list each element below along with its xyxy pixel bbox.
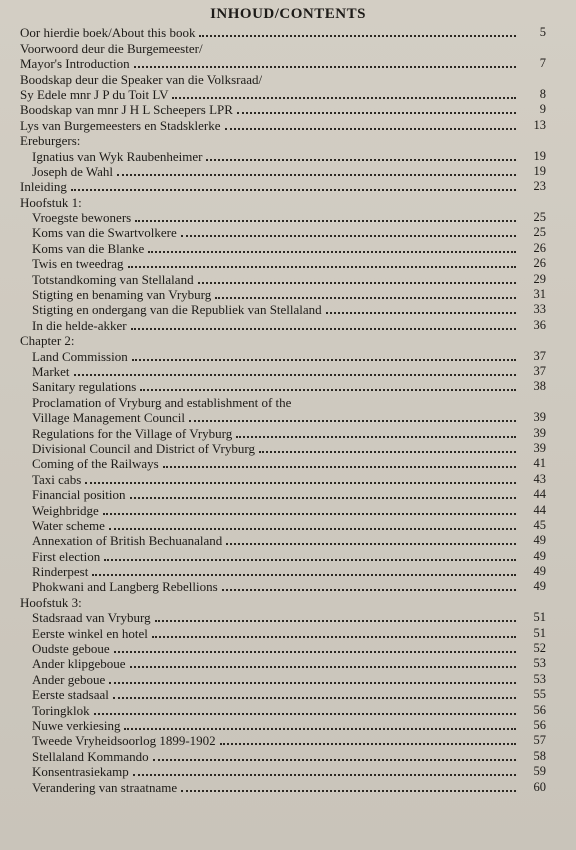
dot-leader (135, 219, 516, 222)
toc-entry-page: 60 (533, 779, 546, 794)
table-of-contents (20, 25, 546, 795)
dot-leader (124, 727, 516, 730)
toc-entry-label: Water scheme (32, 517, 105, 533)
toc-entry-page: 51 (533, 625, 546, 640)
toc-entry-label: Weighbridge (32, 502, 99, 518)
dot-leader (140, 388, 516, 391)
toc-entry (20, 518, 546, 533)
toc-entry (20, 764, 546, 779)
toc-entry-page: 37 (533, 363, 546, 378)
toc-entry-page: 26 (533, 240, 546, 255)
toc-section-heading (20, 133, 546, 148)
toc-entry-label: Twis en tweedrag (32, 256, 124, 272)
dot-leader (85, 481, 516, 484)
toc-entry (20, 148, 546, 163)
toc-entry-page: 8 (539, 86, 546, 101)
toc-entry (20, 441, 546, 456)
toc-entry-page: 58 (533, 748, 546, 763)
toc-entry (20, 271, 546, 286)
toc-entry-page: 49 (533, 533, 546, 548)
toc-entry (20, 656, 546, 671)
toc-entry-page: 26 (533, 256, 546, 271)
toc-entry-label: In die helde-akker (32, 317, 127, 333)
toc-entry-page: 13 (533, 117, 546, 132)
toc-entry-page: 36 (533, 317, 546, 332)
dot-leader (109, 527, 516, 530)
dot-leader (134, 65, 516, 68)
toc-entry-label: Eerste winkel en hotel (32, 625, 148, 641)
toc-entry-label: Annexation of British Bechuanaland (32, 533, 223, 549)
toc-entry-label: Coming of the Railways (32, 456, 159, 472)
dot-leader (74, 373, 516, 376)
toc-entry-page: 49 (533, 548, 546, 563)
toc-entry (20, 179, 546, 194)
toc-entry-page: 38 (533, 379, 546, 394)
toc-entry (20, 671, 546, 686)
toc-entry (20, 564, 546, 579)
toc-entry-page: 43 (533, 471, 546, 486)
toc-entry-label: Divisional Council and District of Vryburg (32, 440, 255, 456)
toc-entry-label: Voorwoord deur die Burgemeester/ (20, 40, 203, 56)
toc-entry-page: 57 (533, 733, 546, 748)
toc-entry-page: 7 (539, 56, 546, 71)
dot-leader (155, 619, 516, 622)
toc-entry-label: Ander geboue (32, 671, 106, 687)
toc-entry-label: Boodskap deur die Speaker van die Volksraad/ (20, 71, 263, 87)
dot-leader (130, 496, 516, 499)
toc-entry (20, 40, 546, 55)
toc-entry-page: 39 (533, 425, 546, 440)
toc-entry (20, 225, 546, 240)
toc-entry-label: Sanitary regulations (32, 379, 137, 395)
toc-entry-label: Inleiding (20, 179, 67, 195)
toc-entry (20, 502, 546, 517)
toc-entry-label: Nuwe verkiesing (32, 717, 121, 733)
toc-entry (20, 533, 546, 548)
toc-entry (20, 548, 546, 563)
toc-section-heading (20, 333, 546, 348)
dot-leader (172, 96, 516, 99)
dot-leader (92, 573, 516, 576)
toc-entry-label: Financial position (32, 487, 126, 503)
toc-entry-label: Konsentrasiekamp (32, 764, 129, 780)
toc-entry-label: Ereburgers: (20, 133, 81, 149)
toc-entry-page: 51 (533, 610, 546, 625)
toc-entry-page: 33 (533, 302, 546, 317)
toc-entry-page: 39 (533, 410, 546, 425)
dot-leader (226, 542, 516, 545)
toc-entry-page: 37 (533, 348, 546, 363)
toc-entry (20, 702, 546, 717)
toc-entry-page: 44 (533, 502, 546, 517)
toc-section-heading (20, 594, 546, 609)
toc-entry (20, 348, 546, 363)
toc-entry-label: First election (32, 548, 101, 564)
toc-entry (20, 240, 546, 255)
toc-entry (20, 164, 546, 179)
toc-entry-label: Vroegste bewoners (32, 210, 132, 226)
toc-entry-label: Oudste geboue (32, 641, 110, 657)
toc-entry (20, 733, 546, 748)
toc-entry (20, 625, 546, 640)
dot-leader (225, 127, 517, 130)
toc-entry-label: Rinderpest (32, 564, 89, 580)
toc-entry-label: Ignatius van Wyk Raubenheimer (32, 148, 203, 164)
dot-leader (71, 188, 516, 191)
toc-entry-page: 53 (533, 656, 546, 671)
toc-entry-label: Toringklok (32, 702, 90, 718)
toc-entry-page: 52 (533, 641, 546, 656)
toc-entry-page: 44 (533, 487, 546, 502)
dot-leader (130, 665, 516, 668)
toc-entry-page: 19 (533, 148, 546, 163)
dot-leader (128, 265, 516, 268)
dot-leader (198, 281, 516, 284)
toc-entry-page: 56 (533, 702, 546, 717)
toc-entry-label: Ander klipgeboue (32, 656, 126, 672)
toc-entry-label: Regulations for the Village of Vryburg (32, 425, 233, 441)
toc-entry-label: Totstandkoming van Stellaland (32, 271, 194, 287)
dot-leader (133, 773, 516, 776)
toc-entry (20, 317, 546, 332)
toc-entry-label: Stadsraad van Vryburg (32, 610, 151, 626)
toc-entry (20, 394, 546, 409)
toc-entry-page: 41 (533, 456, 546, 471)
toc-entry-page: 19 (533, 163, 546, 178)
toc-entry (20, 487, 546, 502)
toc-entry-label: Mayor's Introduction (20, 56, 130, 72)
toc-entry (20, 425, 546, 440)
toc-entry-label: Chapter 2: (20, 333, 75, 349)
toc-entry-page: 5 (539, 25, 546, 40)
toc-entry (20, 379, 546, 394)
toc-entry-page: 9 (539, 102, 546, 117)
dot-leader (103, 512, 516, 515)
toc-entry-page: 31 (533, 287, 546, 302)
dot-leader (181, 789, 516, 792)
toc-entry-label: Koms van die Swartvolkere (32, 225, 177, 241)
toc-entry-label: Joseph de Wahl (32, 163, 114, 179)
toc-entry-page: 25 (533, 210, 546, 225)
toc-entry-label: Stellaland Kommando (32, 748, 149, 764)
toc-entry-label: Oor hierdie boek/About this book (20, 25, 196, 41)
toc-entry-page: 29 (533, 271, 546, 286)
toc-entry (20, 364, 546, 379)
dot-leader (153, 758, 516, 761)
toc-entry-label: Hoofstuk 1: (20, 194, 82, 210)
dot-leader (326, 311, 516, 314)
toc-entry-page: 56 (533, 717, 546, 732)
toc-entry (20, 718, 546, 733)
dot-leader (163, 465, 516, 468)
toc-entry-page: 49 (533, 564, 546, 579)
toc-entry-label: Proclamation of Vryburg and establishment of the (32, 394, 292, 410)
dot-leader (220, 742, 516, 745)
dot-leader (222, 588, 516, 591)
toc-entry-label: Stigting en benaming van Vryburg (32, 287, 212, 303)
toc-entry-label: Lys van Burgemeesters en Stadsklerke (20, 117, 221, 133)
dot-leader (117, 173, 516, 176)
toc-entry-label: Tweede Vryheidsoorlog 1899-1902 (32, 733, 216, 749)
toc-entry-label: Market (32, 363, 70, 379)
toc-entry-label: Boodskap van mnr J H L Scheepers LPR (20, 102, 233, 118)
toc-entry-label: Village Management Council (32, 410, 186, 426)
toc-entry (20, 610, 546, 625)
dot-leader (132, 358, 516, 361)
dot-leader (199, 34, 516, 37)
dot-leader (181, 234, 516, 237)
toc-entry (20, 71, 546, 86)
dot-leader (104, 558, 516, 561)
toc-entry (20, 687, 546, 702)
dot-leader (114, 650, 516, 653)
toc-entry (20, 256, 546, 271)
toc-entry-label: Phokwani and Langberg Rebellions (32, 579, 218, 595)
toc-entry (20, 410, 546, 425)
toc-entry (20, 117, 546, 132)
toc-entry (20, 748, 546, 763)
toc-entry-label: Verandering van straatname (32, 779, 178, 795)
toc-entry (20, 102, 546, 117)
toc-entry-page: 55 (533, 687, 546, 702)
page-title: INHOUD/CONTENTS (210, 6, 366, 22)
toc-entry (20, 302, 546, 317)
toc-entry-page: 23 (533, 179, 546, 194)
dot-leader (94, 712, 516, 715)
toc-entry-page: 45 (533, 517, 546, 532)
toc-entry-page: 59 (533, 764, 546, 779)
toc-entry (20, 25, 546, 40)
toc-entry (20, 456, 546, 471)
dot-leader (189, 419, 516, 422)
dot-leader (237, 111, 516, 114)
toc-entry (20, 641, 546, 656)
toc-entry-label: Hoofstuk 3: (20, 594, 82, 610)
dot-leader (113, 696, 516, 699)
toc-entry (20, 210, 546, 225)
toc-entry-label: Land Commission (32, 348, 128, 364)
toc-entry-label: Sy Edele mnr J P du Toit LV (20, 86, 169, 102)
toc-entry (20, 579, 546, 594)
toc-section-heading (20, 194, 546, 209)
dot-leader (109, 681, 516, 684)
toc-entry-label: Stigting en ondergang van die Republiek van Stellaland (32, 302, 322, 318)
dot-leader (259, 450, 516, 453)
dot-leader (131, 327, 516, 330)
toc-entry-label: Taxi cabs (32, 471, 82, 487)
toc-entry (20, 471, 546, 486)
toc-entry-page: 25 (533, 225, 546, 240)
toc-entry-page: 39 (533, 440, 546, 455)
dot-leader (215, 296, 516, 299)
toc-entry-page: 49 (533, 579, 546, 594)
dot-leader (206, 158, 516, 161)
toc-entry-page: 53 (533, 671, 546, 686)
dot-leader (236, 435, 516, 438)
toc-entry (20, 87, 546, 102)
toc-entry-label: Eerste stadsaal (32, 687, 109, 703)
dot-leader (148, 250, 516, 253)
toc-entry (20, 287, 546, 302)
toc-entry-label: Koms van die Blanke (32, 240, 145, 256)
toc-entry (20, 779, 546, 794)
toc-entry (20, 56, 546, 71)
dot-leader (152, 635, 516, 638)
